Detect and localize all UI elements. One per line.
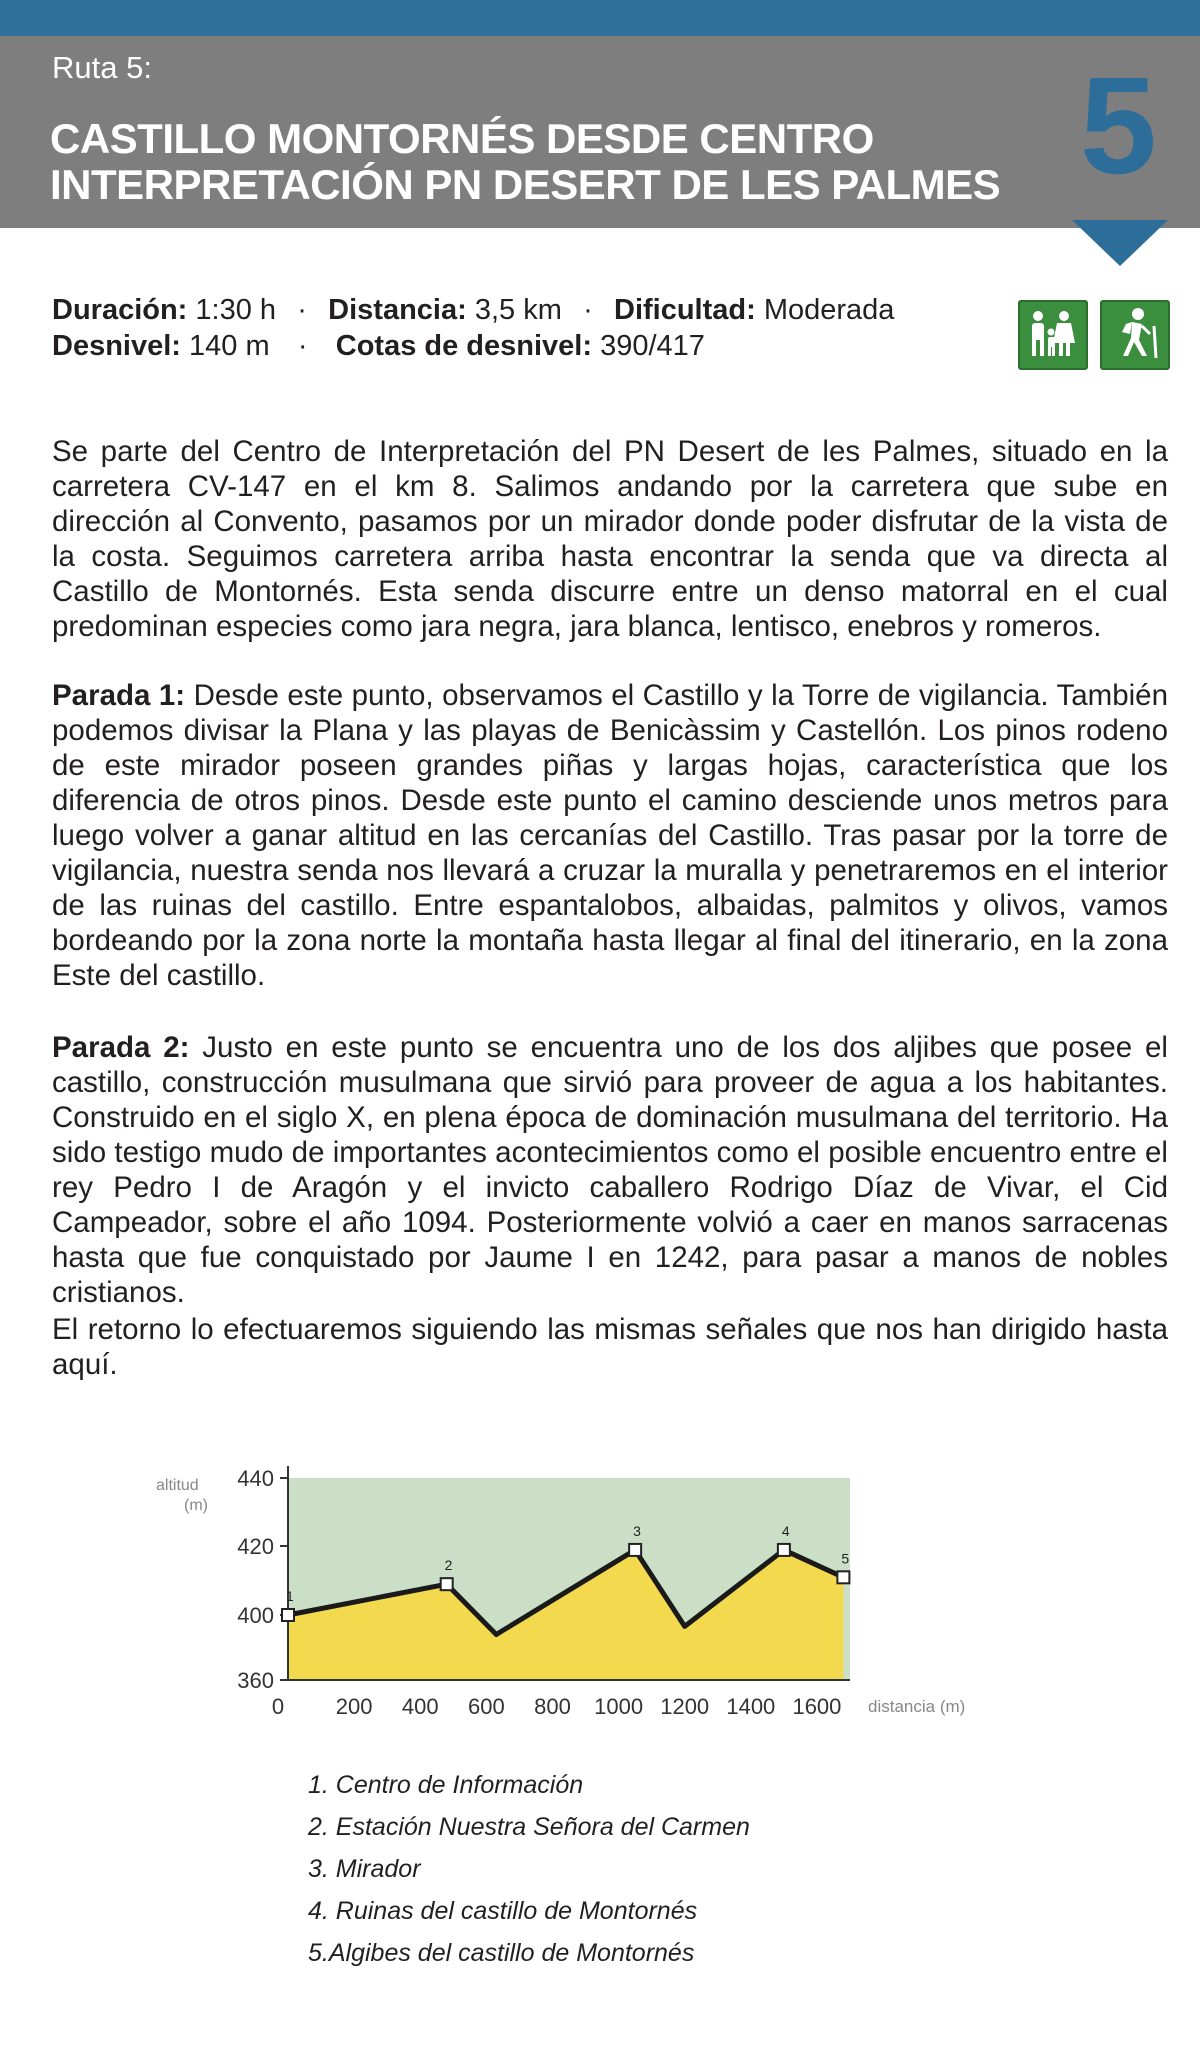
- marker-label: 3: [633, 1522, 641, 1539]
- meta-separator: ·: [297, 330, 308, 362]
- stop-2-label: Parada 2:: [52, 1031, 190, 1064]
- marker-point: [837, 1571, 849, 1583]
- elevation-label: Desnivel:: [52, 330, 181, 362]
- duration-value: 1:30 h: [195, 294, 277, 326]
- meta-line-2: [52, 328, 894, 364]
- stop-2-text: Justo en este punto se encuentra uno de los dos aljibes que posee el castillo, construcción musulmana que sirvió para proveer de agua a los habitantes. Construido en el siglo X, en plena época de dominación musulmana del territorio. Ha sido testigo mudo de importantes acontecimientos como el posible encuentro entre el rey Pedro I de Aragón y el invicto caballero Rodrigo Díaz de Vivar, el Cid Campeador, sobre el año 1094. Posteriormente volvió a caer en manos sarracenas hasta que fue conquistado por Jaume I en 1242, para pasar a manos de nobles cristianos.: [52, 1031, 1168, 1309]
- distance-label: Distancia:: [328, 294, 467, 326]
- x-axis-ticks: [272, 1694, 842, 1719]
- marker-point: [629, 1544, 641, 1556]
- stop-1-paragraph: [52, 678, 1168, 993]
- header-notch: [1072, 220, 1168, 266]
- x-tick-label: 400: [401, 1694, 439, 1719]
- chart-legend: [308, 1764, 750, 1974]
- x-tick-label: 1200: [660, 1694, 710, 1719]
- elevation-profile-chart: [150, 1440, 1010, 1720]
- route-label: Ruta 5:: [52, 50, 152, 85]
- route-title-line-1: CASTILLO MONTORNÉS DESDE CENTRO: [50, 115, 874, 162]
- y-tick-label: 440: [237, 1466, 274, 1491]
- y-axis-ticks: [237, 1466, 288, 1693]
- return-paragraph: El retorno lo efectuaremos siguiendo las mismas señales que nos han dirigido hasta aquí.: [52, 1313, 1168, 1381]
- family-icon-graphic: [1020, 302, 1086, 368]
- difficulty-value: Moderada: [763, 294, 895, 326]
- y-tick-label: 420: [237, 1534, 274, 1559]
- hiker-icon-graphic: [1102, 302, 1168, 368]
- heights-label: Cotas de desnivel:: [335, 330, 592, 362]
- top-accent-bar: [0, 0, 1200, 36]
- y-axis-label-unit: (m): [184, 1497, 208, 1514]
- x-tick-label: 800: [534, 1694, 571, 1719]
- x-tick-label: 600: [467, 1694, 505, 1719]
- distance-value: 3,5 km: [474, 294, 562, 326]
- marker-label: 5: [841, 1550, 850, 1567]
- x-tick-label: 0: [271, 1694, 285, 1719]
- stop-1-label: Parada 1:: [52, 679, 186, 712]
- heights-value: 390/417: [600, 330, 705, 362]
- y-axis-label: altitud: [156, 1477, 199, 1494]
- y-tick-label: 360: [237, 1668, 274, 1693]
- duration-label: Duración:: [52, 294, 188, 326]
- meta-separator: ·: [297, 294, 307, 326]
- marker-label: 4: [781, 1522, 790, 1539]
- stop-1-text: Desde este punto, observamos el Castillo y la Torre de vigilancia. También podemos divisar la Plana y las playas de Benicàssim y Castellón. Los pinos rodeno de este mirador poseen grandes piñas y largas hojas, característica que los diferencia de otros pinos. Desde este punto el camino desciende unos metros para luego volver a ganar altitud en las cercanías del Castillo. Tras pasar por la torre de vigilancia, nuestra senda nos llevará a cruzar la muralla y penetraremos en el interior de las ruinas del castillo. Entre espantalobos, albaidas, palmitos y olivos, vamos bordeando por la zona norte la montaña hasta llegar al final del itinerario, en la zona Este del castillo.: [52, 679, 1168, 992]
- marker-label: 1: [286, 1588, 294, 1604]
- x-tick-label: 1600: [792, 1694, 842, 1719]
- hiker-icon: [1100, 300, 1170, 370]
- route-title: [50, 116, 1010, 208]
- legend-item: 5.Algibes del castillo de Montornés: [308, 1939, 695, 1967]
- meta-line-1: [52, 292, 894, 328]
- route-number: 5: [1080, 49, 1157, 203]
- marker-point: [778, 1544, 790, 1556]
- x-tick-label: 200: [335, 1694, 373, 1719]
- legend-item: 2. Estación Nuestra Señora del Carmen: [308, 1813, 750, 1841]
- x-tick-label: 1400: [726, 1694, 776, 1719]
- x-tick-label: 1000: [594, 1694, 644, 1719]
- family-icon: [1018, 300, 1088, 370]
- legend-item: 3. Mirador: [308, 1855, 421, 1883]
- route-meta: [52, 292, 894, 364]
- meta-separator: ·: [583, 294, 593, 326]
- difficulty-label: Dificultad:: [614, 294, 756, 326]
- y-tick-label: 400: [237, 1603, 274, 1628]
- legend-item: 4. Ruinas del castillo de Montornés: [308, 1897, 698, 1925]
- stop-2-paragraph: [52, 1030, 1168, 1310]
- marker-label: 2: [444, 1557, 453, 1574]
- x-axis-label: distancia (m): [868, 1697, 966, 1716]
- legend-item: 1. Centro de Información: [308, 1771, 584, 1799]
- marker-point: [282, 1609, 294, 1621]
- elevation-value: 140 m: [189, 330, 270, 362]
- intro-paragraph: Se parte del Centro de Interpretación del PN Desert de les Palmes, situado en la carretera CV-147 en el km 8. Salimos andando por la carretera que sube en dirección al Convento, pasamos por un mirador donde poder disfrutar de la vista de la costa. Seguimos carretera arriba hasta encontrar la senda que va directa al Castillo de Montornés. Esta senda discurre entre un denso matorral en el cual predominan especies como jara negra, jara blanca, lentisco, enebros y romeros.: [52, 435, 1168, 643]
- route-title-line-2: INTERPRETACIÓN PN DESERT DE LES PALMES: [50, 161, 1001, 208]
- marker-point: [441, 1578, 453, 1590]
